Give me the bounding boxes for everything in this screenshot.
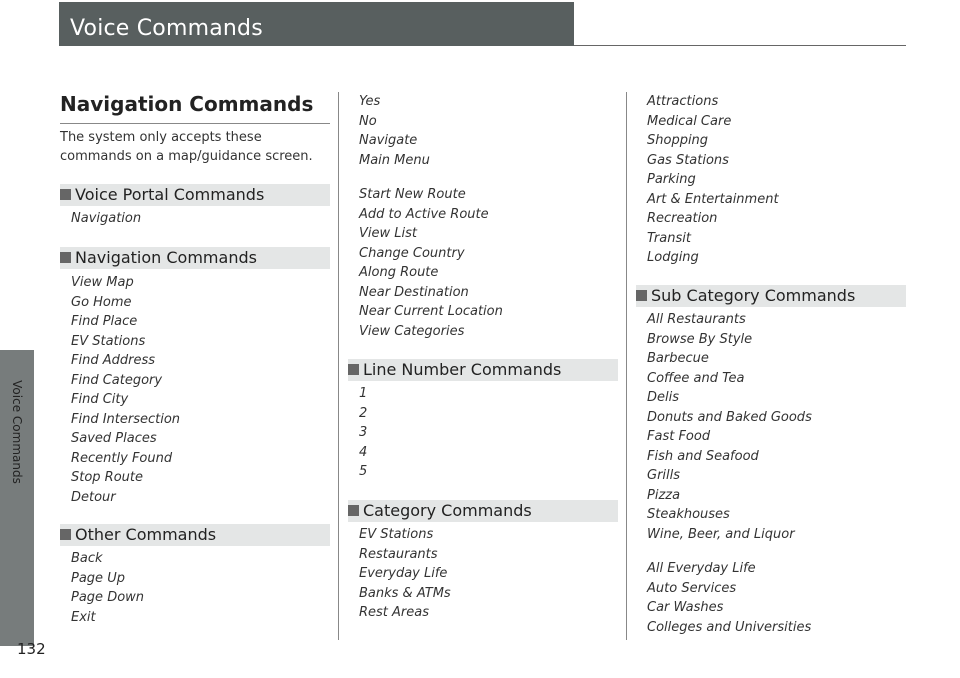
square-bullet-icon: [60, 252, 71, 263]
section-other-commands: [60, 524, 330, 546]
command-item: Auto Services: [647, 580, 737, 596]
command-item: Rest Areas: [359, 605, 430, 620]
command-list: [647, 559, 811, 637]
square-bullet-icon: [60, 529, 71, 540]
section-sub-category-commands: [636, 285, 906, 307]
command-item: View Map: [71, 275, 134, 290]
section-heading: Navigation Commands: [60, 92, 314, 116]
command-item: View Categories: [359, 323, 465, 339]
command-item: Near Destination: [359, 284, 469, 300]
command-item: Steakhouses: [647, 507, 730, 522]
command-item: Detour: [71, 489, 116, 505]
command-list: [359, 384, 367, 482]
command-item: 4: [359, 444, 368, 460]
command-item: Stop Route: [71, 470, 144, 485]
command-item: Find Intersection: [71, 411, 181, 427]
command-item: Attractions: [647, 94, 719, 109]
square-bullet-icon: [348, 364, 359, 375]
section-title: Navigation Commands: [75, 248, 257, 267]
command-item: Transit: [647, 230, 691, 246]
command-item: Find Address: [71, 353, 155, 368]
command-item: Fast Food: [647, 429, 711, 444]
command-item: Back: [71, 551, 103, 566]
command-item: EV Stations: [71, 333, 146, 349]
column-divider: [338, 92, 339, 640]
command-item: Colleges and Universities: [647, 619, 812, 635]
command-item: EV Stations: [359, 527, 434, 542]
section-title: Sub Category Commands: [651, 286, 856, 305]
command-item: Main Menu: [359, 152, 430, 168]
command-item: Art & Entertainment: [647, 191, 779, 207]
command-item: Find City: [71, 392, 129, 407]
command-list: [647, 310, 812, 544]
column-divider: [626, 92, 627, 640]
header-rule: [574, 45, 906, 46]
command-item: Start New Route: [359, 187, 466, 202]
command-list: [359, 92, 430, 170]
square-bullet-icon: [60, 189, 71, 200]
command-item: Page Up: [71, 570, 125, 586]
command-item: Medical Care: [647, 113, 732, 129]
command-item: Near Current Location: [359, 304, 503, 319]
command-list: [359, 185, 503, 341]
page-title: Voice Commands: [70, 16, 263, 41]
command-item: Navigation: [71, 211, 142, 226]
command-item: All Everyday Life: [647, 561, 756, 576]
command-item: Delis: [647, 390, 680, 405]
command-item: Lodging: [647, 250, 699, 265]
command-item: 1: [359, 386, 368, 401]
command-item: Add to Active Route: [359, 206, 489, 222]
command-item: Grills: [647, 468, 681, 483]
section-line-number-commands: [348, 359, 618, 381]
section-title: Category Commands: [363, 501, 532, 520]
command-item: Yes: [359, 94, 381, 109]
command-item: Page Down: [71, 590, 145, 605]
command-list: [647, 92, 779, 268]
section-voice-portal: [60, 184, 330, 206]
command-item: Everyday Life: [359, 566, 448, 581]
command-item: Fish and Seafood: [647, 448, 759, 464]
intro-text: The system only accepts these commands on a map/guidance screen.: [60, 130, 313, 164]
command-item: Wine, Beer, and Liquor: [647, 526, 795, 542]
heading-rule: [60, 123, 330, 124]
command-item: Find Place: [71, 314, 138, 329]
command-item: Saved Places: [71, 431, 157, 446]
section-navigation-commands: [60, 247, 330, 269]
command-item: Recently Found: [71, 450, 173, 466]
section-title: Other Commands: [75, 525, 217, 544]
command-list: [359, 525, 451, 623]
side-tab-text: Voice Commands: [10, 380, 24, 484]
command-item: 2: [359, 405, 368, 421]
command-item: Gas Stations: [647, 152, 729, 168]
command-item: Restaurants: [359, 546, 438, 562]
command-list: [71, 549, 144, 627]
command-item: No: [359, 113, 377, 129]
square-bullet-icon: [636, 290, 647, 301]
command-item: Barbecue: [647, 351, 709, 366]
command-list: [71, 209, 141, 229]
command-item: Go Home: [71, 294, 132, 310]
command-item: Along Route: [359, 265, 439, 280]
command-item: 3: [359, 425, 368, 440]
square-bullet-icon: [348, 505, 359, 516]
side-tab-label: [3, 380, 31, 484]
command-item: View List: [359, 226, 417, 241]
command-item: Car Washes: [647, 600, 724, 615]
command-item: Recreation: [647, 211, 718, 226]
command-item: 5: [359, 464, 368, 479]
command-list: [71, 273, 180, 507]
section-title: Line Number Commands: [363, 360, 562, 379]
command-item: Change Country: [359, 245, 465, 261]
section-title: Voice Portal Commands: [75, 185, 265, 204]
command-item: Coffee and Tea: [647, 370, 745, 386]
command-item: All Restaurants: [647, 312, 746, 327]
page-number: 132: [17, 640, 46, 658]
command-item: Pizza: [647, 487, 681, 503]
command-item: Exit: [71, 609, 96, 625]
command-item: Navigate: [359, 133, 418, 148]
command-item: Donuts and Baked Goods: [647, 409, 812, 425]
command-item: Shopping: [647, 133, 709, 148]
command-item: Banks & ATMs: [359, 585, 451, 601]
command-item: Browse By Style: [647, 331, 753, 347]
section-category-commands: [348, 500, 618, 522]
command-item: Parking: [647, 172, 696, 187]
command-item: Find Category: [71, 372, 163, 388]
